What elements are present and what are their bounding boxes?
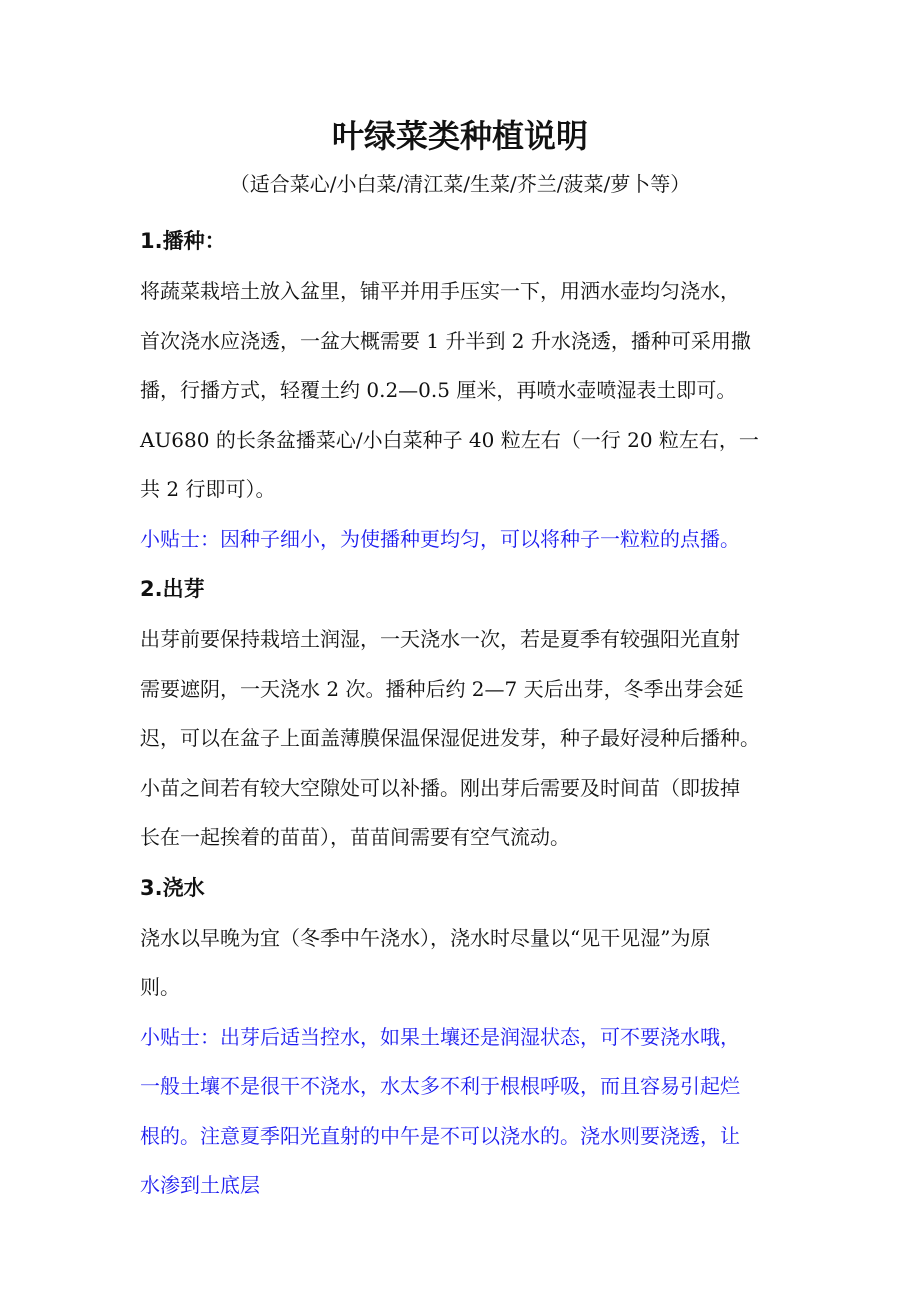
paragraph-line: 将蔬菜栽培土放入盆里，铺平并用手压实一下，用洒水壶均匀浇水， [140, 279, 740, 303]
section-heading-sprouting: 2.出芽 [140, 577, 205, 601]
paragraph-line: 迟，可以在盆子上面盖薄膜保温保湿促进发芽，种子最好浸种后播种。 [140, 726, 760, 750]
section-heading-watering: 3.浇水 [140, 875, 205, 900]
paragraph-line: 长在一起挨着的苗苗），苗苗间需要有空气流动。 [140, 825, 570, 849]
paragraph-line: 播，行播方式，轻覆土约 0.2—0.5 厘米，再喷水壶喷湿表土即可。 [140, 378, 737, 402]
tip-watering [140, 1013, 782, 1211]
document-body [140, 216, 782, 1211]
tip-line: 小贴士：出芽后适当控水，如果土壤还是润湿状态，可不要浇水哦， [140, 1024, 740, 1049]
section-paragraph-watering [140, 914, 782, 1013]
paragraph-line: AU680 的长条盆播菜心/小白菜种子 40 粒左右（一行 20 粒左右，一 [140, 427, 759, 452]
paragraph-line: 需要遮阴，一天浇水 2 次。播种后约 2—7 天后出芽，冬季出芽会延 [140, 676, 744, 701]
paragraph-line: 则。 [140, 975, 180, 999]
tip-line: 小贴士：因种子细小，为使播种更均匀，可以将种子一粒粒的点播。 [140, 526, 740, 551]
paragraph-line: 共 2 行即可）。 [140, 477, 276, 501]
tip-sowing [140, 515, 782, 565]
paragraph-line: 浇水以早晚为宜（冬季中午浇水），浇水时尽量以“见干见湿”为原 [140, 925, 711, 950]
page-subtitle: （适合菜心/小白菜/清江菜/生菜/芥兰/菠菜/萝卜等） [229, 172, 691, 196]
paragraph-line: 首次浇水应浇透，一盆大概需要 1 升半到 2 升水浇透，播种可采用撒 [140, 328, 751, 353]
tip-line: 一般土壤不是很干不浇水，水太多不利于根根呼吸，而且容易引起烂 [140, 1074, 740, 1098]
paragraph-line: 出芽前要保持栽培土润湿，一天浇水一次，若是夏季有较强阳光直射 [140, 627, 740, 651]
tip-line: 根的。注意夏季阳光直射的中午是不可以浇水的。浇水则要浇透，让 [140, 1123, 740, 1148]
section-heading-sowing: 1.播种： [140, 229, 226, 253]
tip-line: 水渗到土底层 [140, 1173, 260, 1197]
section-paragraph-sprouting [140, 615, 782, 863]
section-paragraph-sowing [140, 267, 782, 515]
paragraph-line: 小苗之间若有较大空隙处可以补播。刚出芽后需要及时间苗（即拔掉 [140, 775, 740, 800]
page-title: 叶绿菜类种植说明 [331, 117, 588, 155]
